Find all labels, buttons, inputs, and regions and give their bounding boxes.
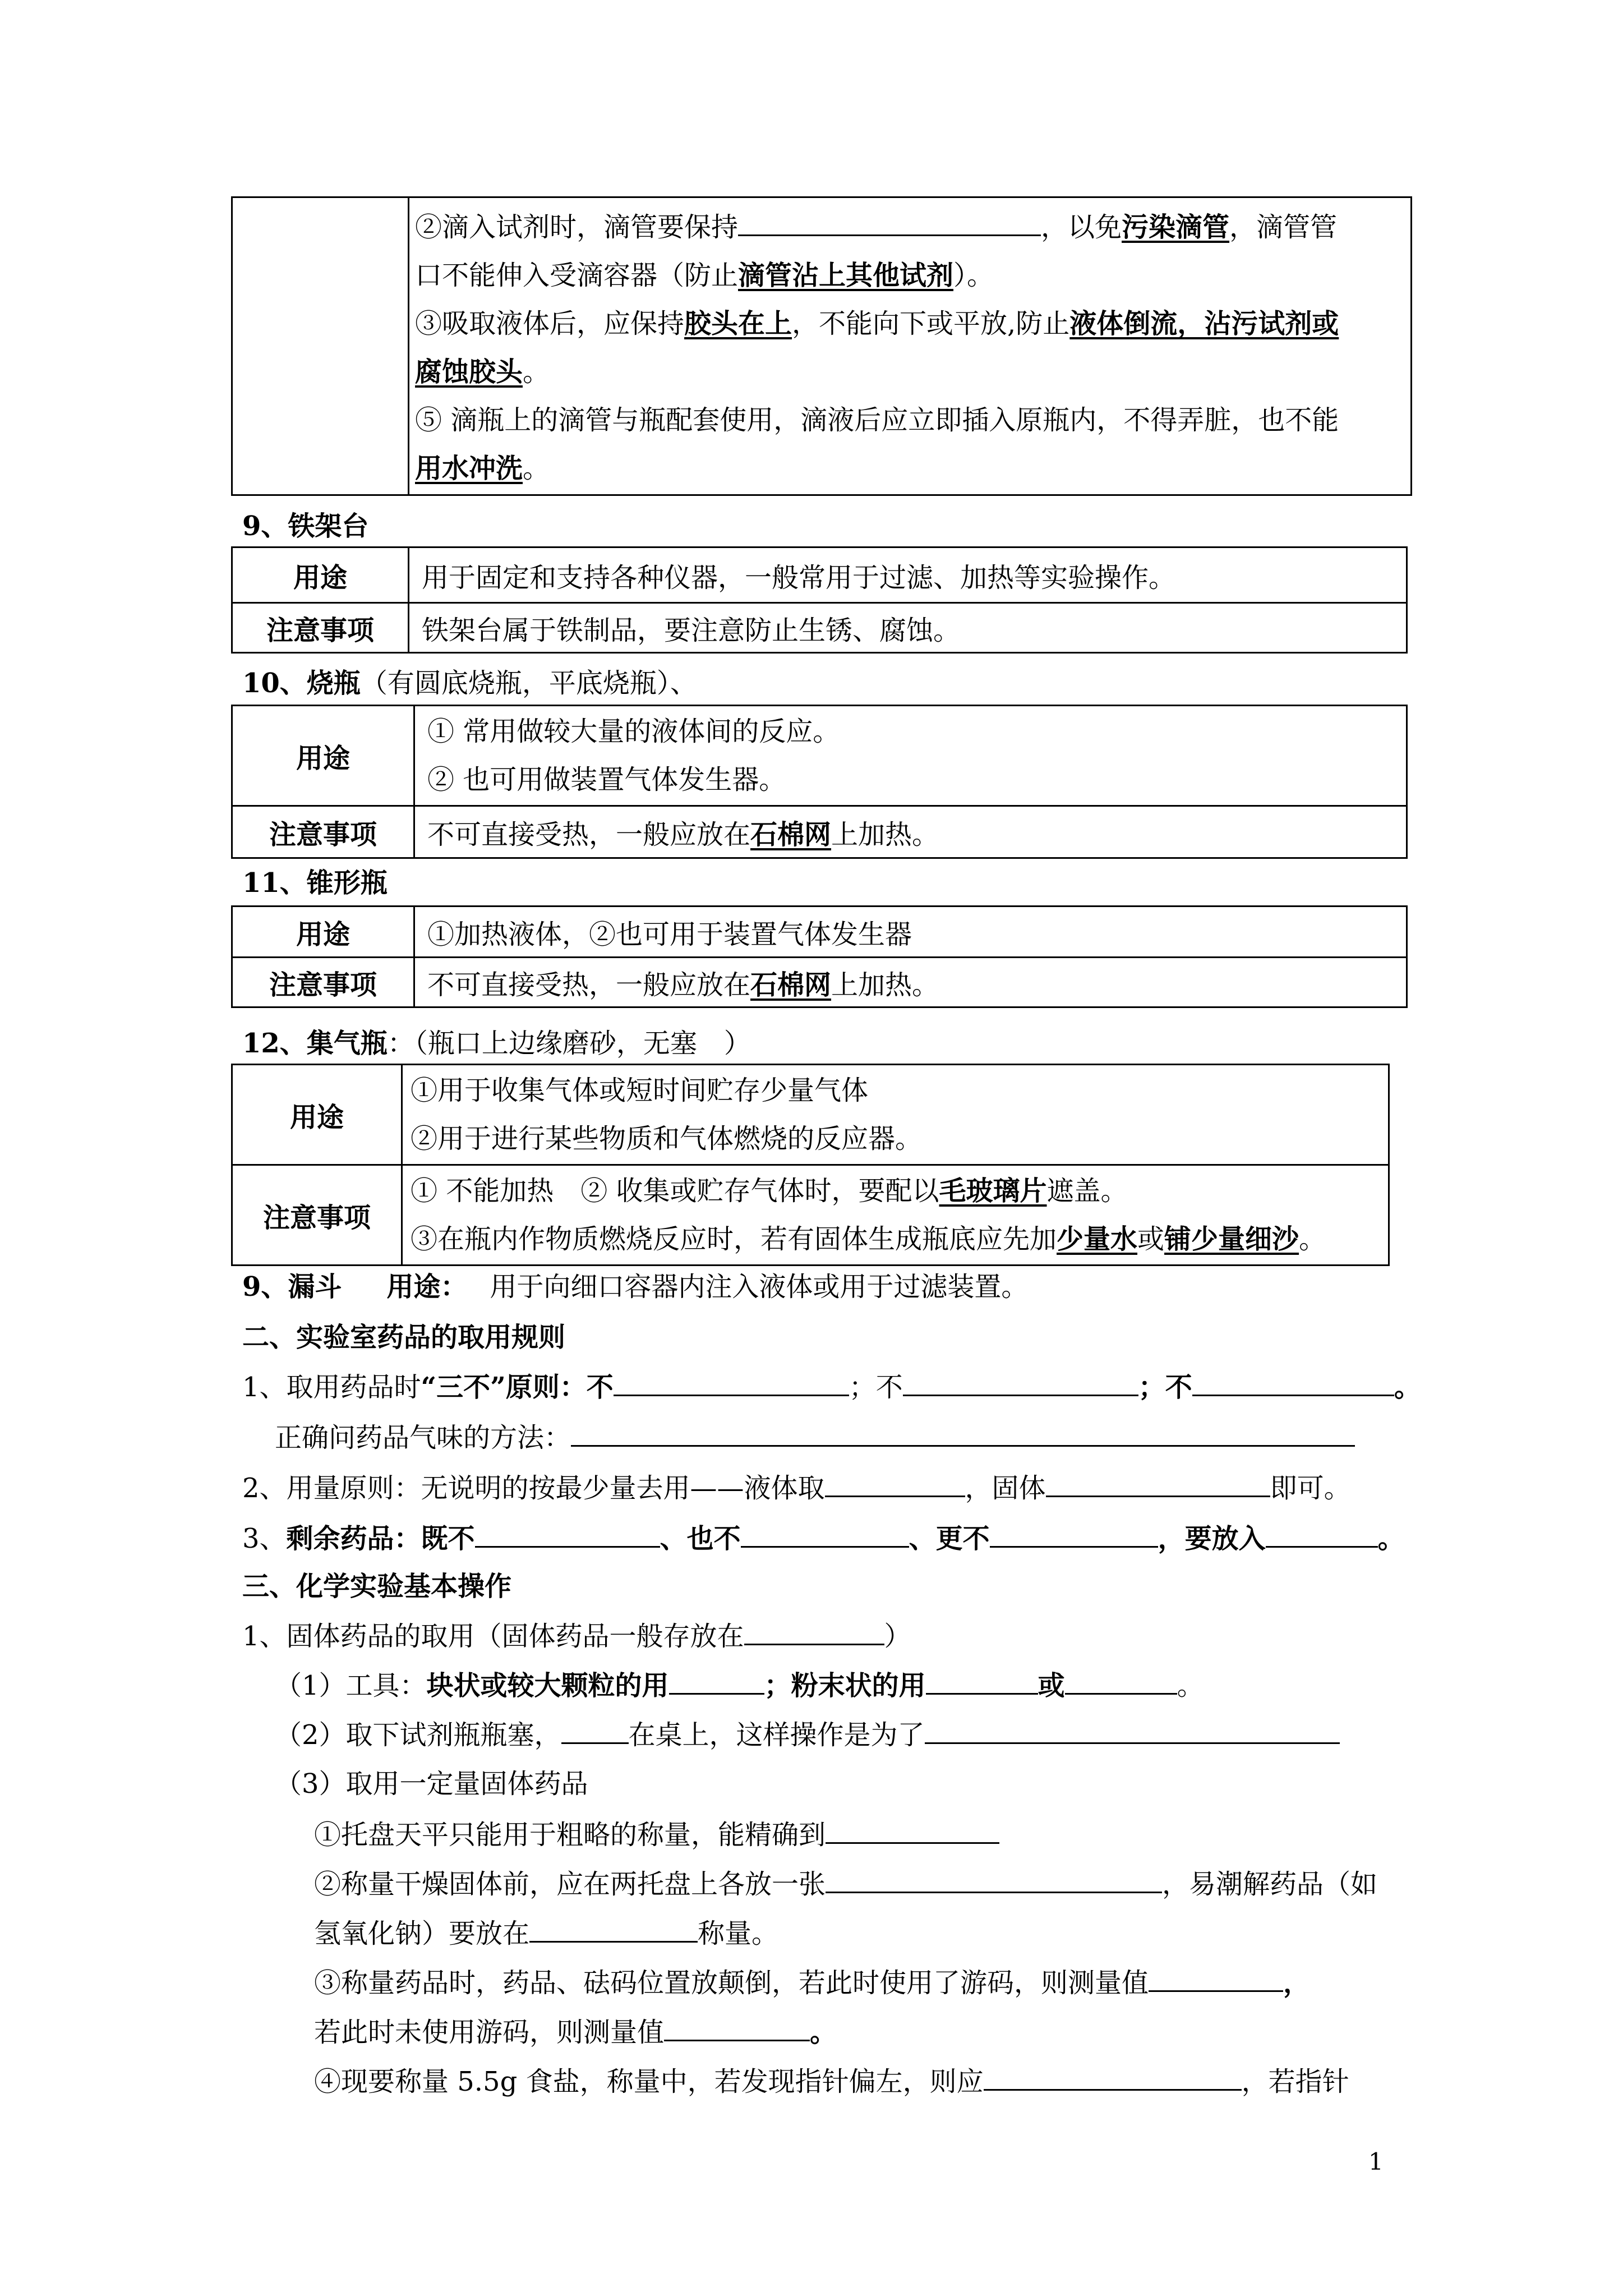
sec3-line-1: 1、固体药品的取用（固体药品一般存放在 ） xyxy=(242,1618,911,1653)
conical-flask-table xyxy=(231,905,1408,1008)
dropper-note-5: ⑤ 滴瓶上的滴管与瓶配套使用，滴液后应立即插入原瓶内，不得弄脏，也不能 xyxy=(415,404,1339,436)
sec3-line-3: （2）取下试剂瓶瓶塞， 在桌上，这样操作是为了 xyxy=(275,1717,1340,1752)
dropper-note-4: 腐蚀胶头。 xyxy=(415,356,550,388)
answer-blank[interactable] xyxy=(475,1520,660,1548)
answer-blank[interactable] xyxy=(1065,1667,1177,1695)
dropper-note-3: ③吸取液体后，应保持胶头在上，不能向下或平放,防止液体倒流，沾污试剂或 xyxy=(415,308,1339,339)
use-item-2: ② 也可用做装置气体发生器。 xyxy=(427,764,786,795)
iron-stand-table xyxy=(231,546,1408,654)
page-number: 1 xyxy=(1368,2148,1384,2175)
sec3-line-2: （1）工具：块状或较大颗粒的用 ；粉末状的用 或 。 xyxy=(275,1667,1204,1703)
use-label: 用途 xyxy=(232,907,414,958)
dropper-note-1: ②滴入试剂时，滴管要保持 ，以免污染滴管，滴管管 xyxy=(415,203,1410,251)
answer-blank[interactable] xyxy=(741,1520,909,1548)
section-heading-flask: 10、烧瓶（有圆底烧瓶，平底烧瓶）、 xyxy=(242,668,697,699)
sec3-line-10: ④现要称量 5.5g 食盐，称量中，若发现指针偏左，则应 ，若指针 xyxy=(314,2063,1349,2099)
answer-blank[interactable] xyxy=(669,1667,764,1695)
note-label: 注意事项 xyxy=(232,603,409,653)
sec3-line-6: ②称量干燥固体前，应在两托盘上各放一张 ，易潮解药品（如 xyxy=(314,1866,1377,1901)
answer-blank[interactable] xyxy=(825,1470,965,1497)
answer-blank[interactable] xyxy=(561,1717,629,1744)
answer-blank[interactable] xyxy=(926,1667,1038,1695)
note-cell: 不可直接受热，一般应放在石棉网上加热。 xyxy=(414,958,1407,1007)
sec2-line-2: 正确问药品气味的方法： xyxy=(275,1419,1355,1455)
answer-blank[interactable] xyxy=(903,1369,1138,1396)
section-heading-iron-stand: 9、铁架台 xyxy=(242,510,369,542)
dropper-notes-cell xyxy=(409,197,1412,495)
answer-blank[interactable] xyxy=(826,1866,1162,1893)
use-cell xyxy=(414,706,1407,806)
answer-blank[interactable] xyxy=(984,2063,1242,2091)
sec2-line-4: 3、剩余药品：既不 、也不 、更不 ，要放入 。 xyxy=(242,1520,1405,1556)
note-cell xyxy=(402,1165,1389,1266)
note-text: 铁架台属于铁制品，要注意防止生锈、腐蚀。 xyxy=(409,603,1407,653)
section-heading-gas-jar: 12、集气瓶：（瓶口上边缘磨砂，无塞 ） xyxy=(242,1028,751,1059)
sec3-line-7: 氢氧化钠）要放在 称量。 xyxy=(314,1915,778,1950)
use-label: 用途 xyxy=(232,1065,402,1165)
section-heading-3: 三、化学实验基本操作 xyxy=(242,1571,512,1602)
note-item-2: ③在瓶内作物质燃烧反应时，若有固体生成瓶底应先加少量水或铺少量细沙。 xyxy=(411,1223,1326,1255)
answer-blank[interactable] xyxy=(1192,1369,1394,1396)
gas-jar-table xyxy=(231,1064,1390,1266)
answer-blank[interactable] xyxy=(571,1419,1355,1447)
dropper-note-2: 口不能伸入受滴容器（防止滴管沾上其他试剂）。 xyxy=(415,260,994,291)
note-label: 注意事项 xyxy=(232,958,414,1007)
use-item-1: ① 常用做较大量的液体间的反应。 xyxy=(427,716,840,747)
flask-table xyxy=(231,705,1408,859)
empty-label-cell xyxy=(232,197,409,495)
use-label: 用途 xyxy=(232,547,409,603)
note-cell: 不可直接受热，一般应放在石棉网上加热。 xyxy=(414,806,1407,858)
answer-blank[interactable] xyxy=(1149,1964,1283,1992)
dropper-notes-table xyxy=(231,196,1412,496)
answer-blank[interactable] xyxy=(738,209,1041,236)
answer-blank[interactable] xyxy=(990,1520,1158,1548)
sec2-line-1: 1、取用药品时“三不”原则：不 ；不 ；不 。 xyxy=(242,1369,1421,1404)
use-item-2: ②用于进行某些物质和气体燃烧的反应器。 xyxy=(411,1123,923,1154)
section-heading-2: 二、实验室药品的取用规则 xyxy=(242,1322,566,1353)
section-heading-conical-flask: 11、锥形瓶 xyxy=(242,867,388,899)
answer-blank[interactable] xyxy=(664,2014,810,2041)
answer-blank[interactable] xyxy=(925,1717,1340,1744)
dropper-note-6: 用水冲洗。 xyxy=(415,453,550,484)
sec3-line-5: ①托盘天平只能用于粗略的称量，能精确到 xyxy=(314,1816,999,1852)
note-item-1: ① 不能加热 ② 收集或贮存气体时，要配以毛玻璃片遮盖。 xyxy=(411,1175,1128,1207)
use-item-1: ①用于收集气体或短时间贮存少量气体 xyxy=(411,1075,869,1106)
answer-blank[interactable] xyxy=(614,1369,849,1396)
sec2-line-3: 2、用量原则：无说明的按最少量去用——液体取 ，固体 即可。 xyxy=(242,1470,1351,1505)
use-text: 用于固定和支持各种仪器，一般常用于过滤、加热等实验操作。 xyxy=(409,547,1407,603)
answer-blank[interactable] xyxy=(529,1915,698,1943)
answer-blank[interactable] xyxy=(826,1816,999,1844)
sec3-line-4: （3）取用一定量固体药品 xyxy=(275,1768,588,1800)
use-cell xyxy=(402,1065,1389,1165)
answer-blank[interactable] xyxy=(1266,1520,1378,1548)
sec3-line-9: 若此时未使用游码，则测量值 。 xyxy=(314,2014,837,2049)
answer-blank[interactable] xyxy=(744,1618,884,1645)
use-text: ①加热液体，②也可用于装置气体发生器 xyxy=(414,907,1407,958)
note-label: 注意事项 xyxy=(232,1165,402,1266)
use-label: 用途 xyxy=(232,706,414,806)
funnel-line: 9、漏斗 用途： 用于向细口容器内注入液体或用于过滤装置。 xyxy=(242,1271,1029,1303)
sec3-line-8: ③称量药品时，药品、砝码位置放颠倒，若此时使用了游码，则测量值 ， xyxy=(314,1964,1310,2000)
answer-blank[interactable] xyxy=(1046,1470,1270,1497)
note-label: 注意事项 xyxy=(232,806,414,858)
